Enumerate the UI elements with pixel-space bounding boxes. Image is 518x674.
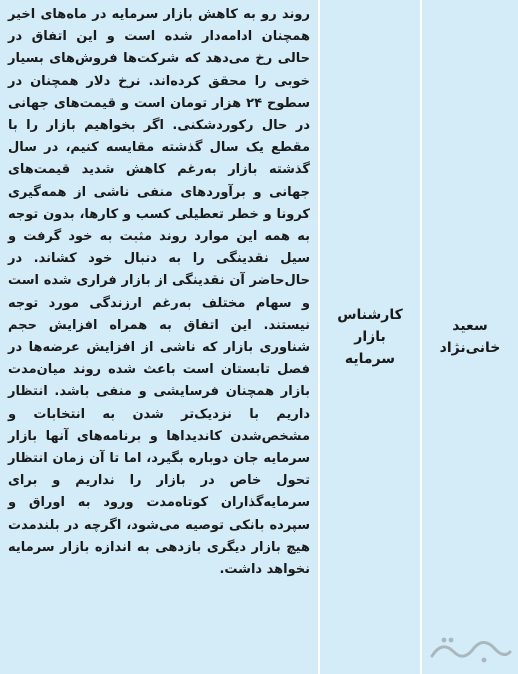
expert-name: سعید خانی‌نژاد bbox=[439, 318, 501, 356]
expert-role: کارشناس بازار سرمایه bbox=[337, 307, 403, 367]
watermark-logo bbox=[424, 630, 514, 668]
watermark-logo-icon bbox=[424, 630, 514, 668]
opinion-text: روند رو به کاهش بازار سرمایه در ماه‌های اخیر همچنان ادامه‌دار شده است و این اتفاق در حالی رخ می‌دهد که شرکت‌ها فروش‌های بسیار خوبی را محقق کرده‌اند. نرخ دلار همچنان در سطوح ۲۴ هزار تومان است و قیمت‌های جهانی در حال رکوردشکنی. اگر بخواهیم بازار را با مقطع یک سال گذشته مقایسه کنیم، در سال گذشته بازار به‌رغم کاهش شدید قیمت‌های جهانی و برآوردهای منفی ناشی از همه‌گیری کرونا و خطر تعطیلی کسب و کارها، بدون توجه به همه این موارد روند مثبت به خود گرفت و سیل نقدینگی را به دنبال خود کشاند. در حال‌حاضر آن نقدینگی از بازار فراری شده است و سهام مختلف به‌رغم ارزندگی مورد توجه نیستند. این اتفاق به همراه افزایش حجم شناوری بازار که ناشی از افزایش عرضه‌ها در فصل تابستان است باعث شده روند میان‌مدت بازار همچنان فرسایشی و منفی باشد. انتظار داریم با نزدیک‌تر شدن به انتخابات و مشخص‌شدن کاندیداها و برنامه‌های آنها بازار سرمایه جان دوباره بگیرد، اما تا آن زمان انتظار تحول خاص در بازار را نداریم و برای سرمایه‌گذاران کوتاه‌مدت ورود به اوراق و سپرده بانکی توصیه می‌شود، اگرچه در بلندمدت هیچ بازار دیگری بازدهی به اندازه بازار سرمایه نخواهد داشت. bbox=[8, 7, 310, 578]
name-cell bbox=[420, 0, 518, 674]
role-cell bbox=[318, 0, 420, 674]
